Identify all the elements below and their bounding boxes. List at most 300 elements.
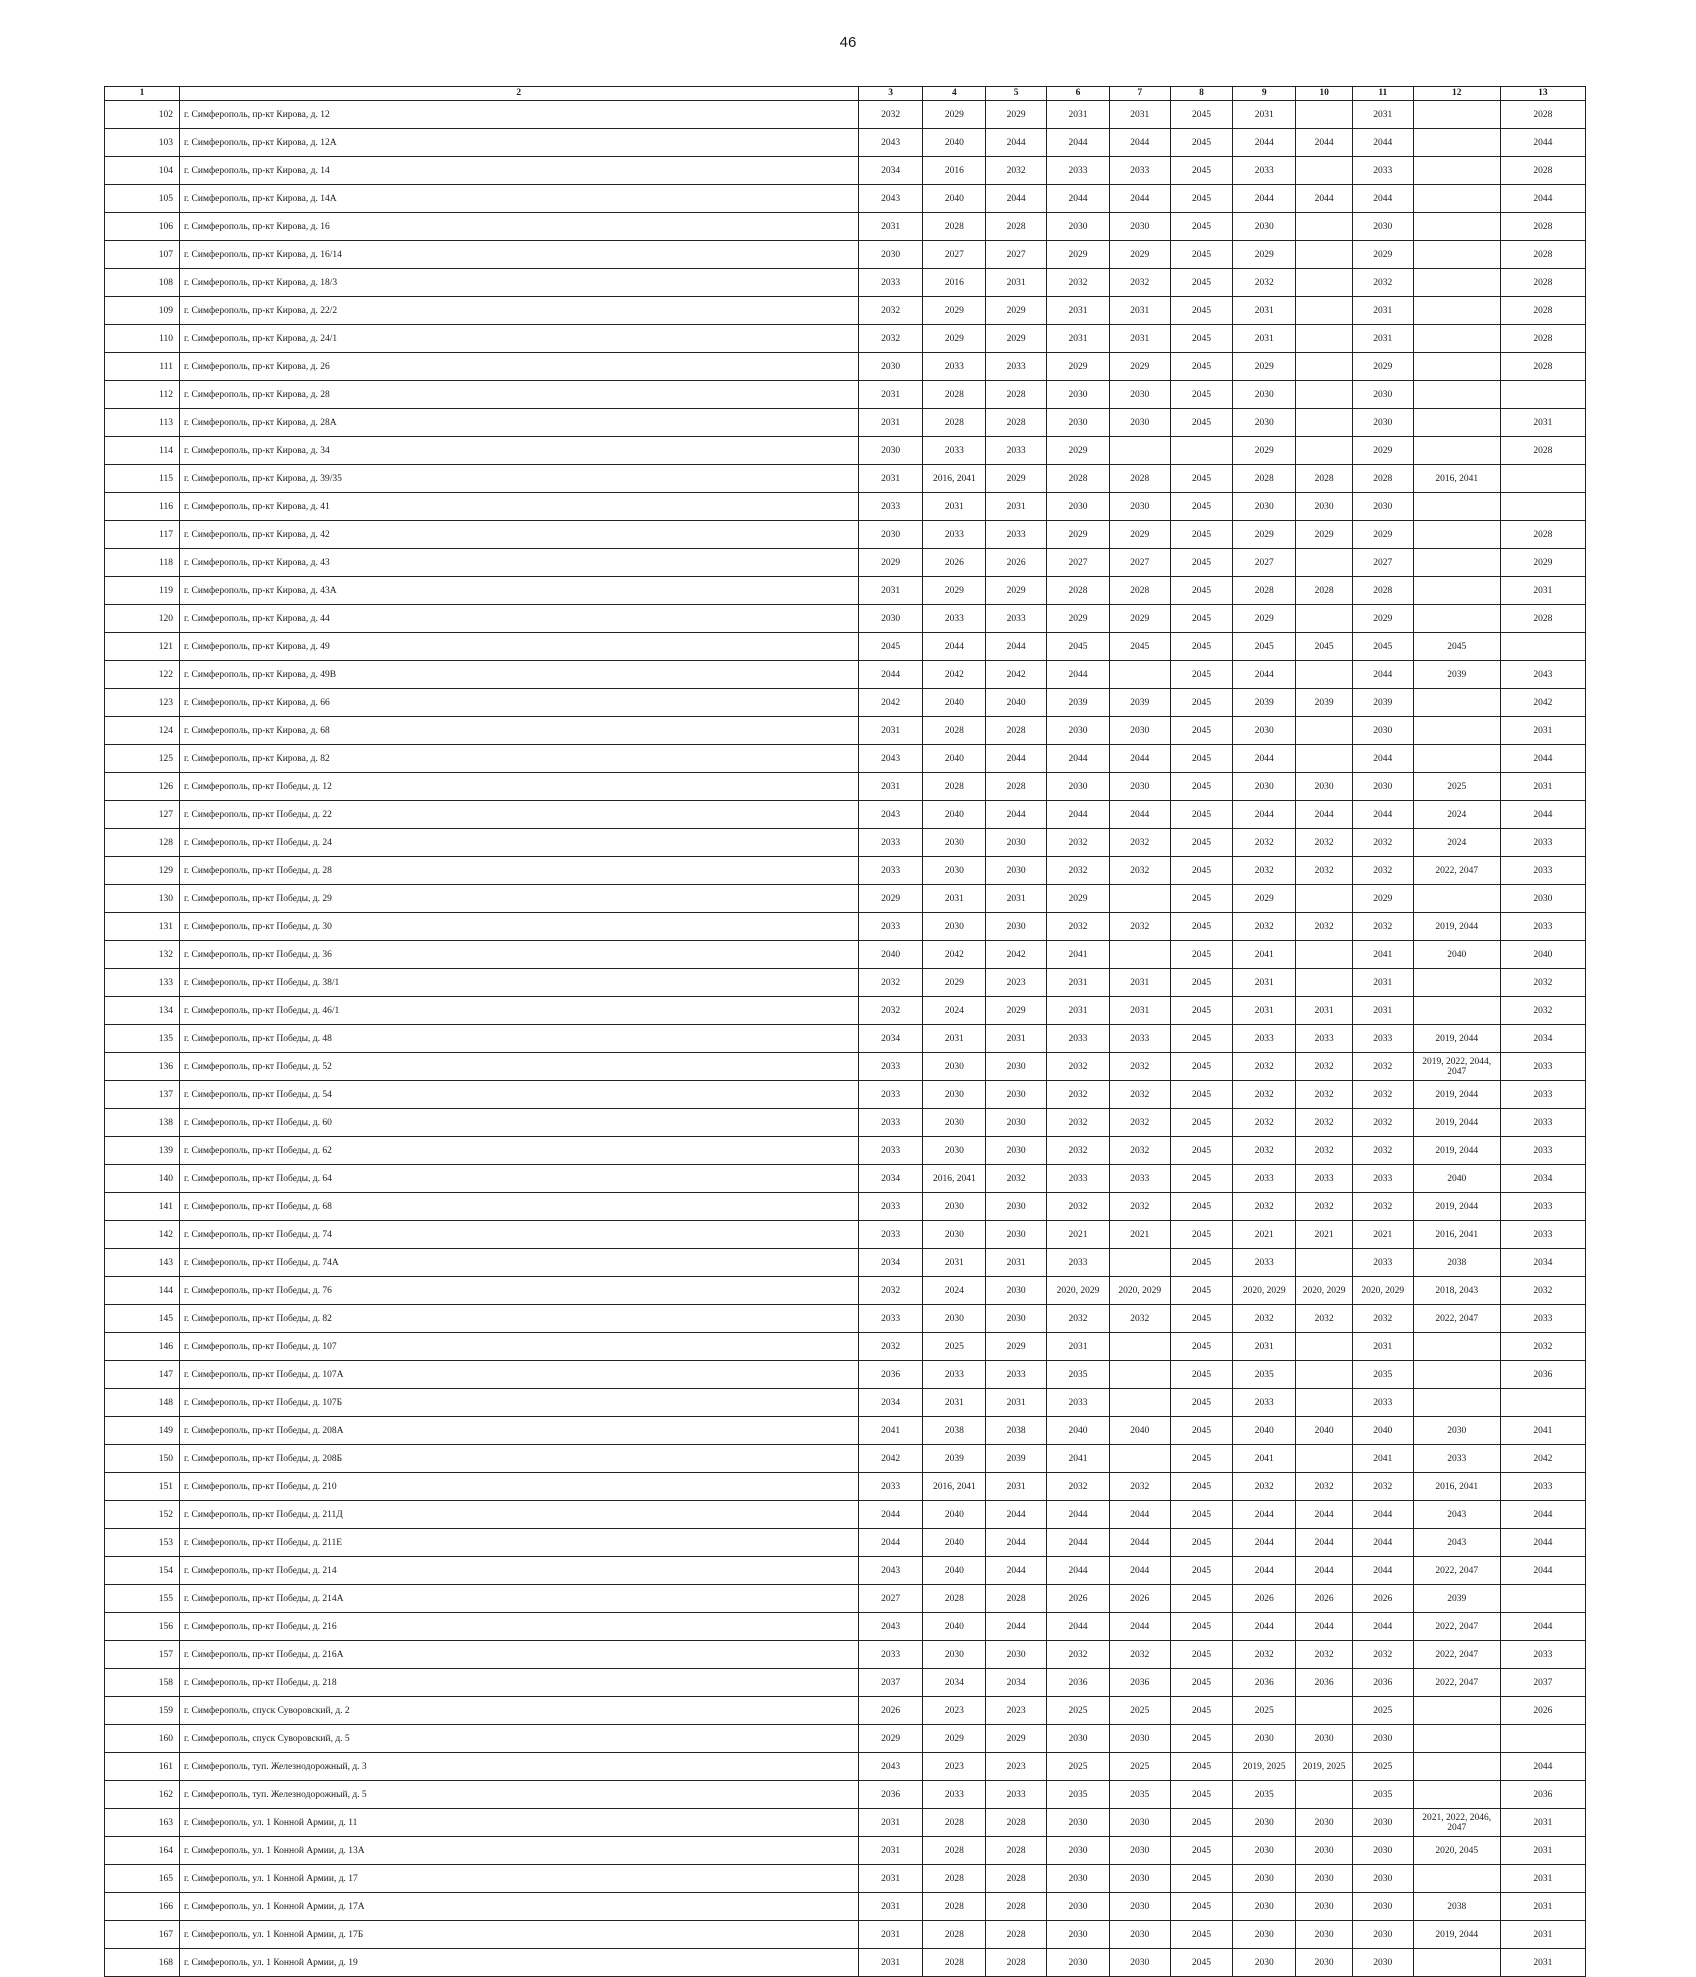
year-cell: 2044 — [986, 801, 1047, 829]
year-cell: 2033 — [1296, 1165, 1353, 1193]
year-cell: 2044 — [1233, 1501, 1296, 1529]
year-cell: 2031 — [1047, 325, 1110, 353]
address-cell: г. Симферополь, туп. Железнодорожный, д. 5 — [179, 1781, 858, 1809]
year-cell: 2032 — [1296, 1305, 1353, 1333]
year-cell: 2040 — [1413, 941, 1500, 969]
table-row — [105, 801, 1586, 829]
year-cell: 2028 — [923, 1837, 986, 1865]
year-cell: 2033 — [986, 1361, 1047, 1389]
year-cell: 2045 — [1170, 829, 1233, 857]
year-cell: 2030 — [986, 829, 1047, 857]
table-row — [105, 1081, 1586, 1109]
year-cell: 2044 — [986, 1529, 1047, 1557]
column-header-3: 3 — [858, 87, 923, 101]
year-cell: 2032 — [1233, 913, 1296, 941]
table-row — [105, 297, 1586, 325]
year-cell: 2020, 2029 — [1047, 1277, 1110, 1305]
address-cell: г. Симферополь, пр-кт Победы, д. 28 — [179, 857, 858, 885]
year-cell: 2042 — [986, 941, 1047, 969]
year-cell: 2028 — [1296, 577, 1353, 605]
year-cell: 2044 — [1296, 1613, 1353, 1641]
year-cell: 2033 — [923, 1781, 986, 1809]
year-cell: 2045 — [1170, 633, 1233, 661]
year-cell: 2045 — [1170, 941, 1233, 969]
year-cell: 2022, 2047 — [1413, 1305, 1500, 1333]
year-cell: 2045 — [1170, 213, 1233, 241]
year-cell: 2027 — [986, 241, 1047, 269]
year-cell: 2030 — [1109, 1949, 1170, 1977]
year-cell: 2035 — [1352, 1361, 1413, 1389]
year-cell: 2044 — [1047, 185, 1110, 213]
row-number: 130 — [105, 885, 180, 913]
year-cell — [1413, 185, 1500, 213]
year-cell: 2019, 2022, 2044, 2047 — [1413, 1053, 1500, 1081]
year-cell: 2044 — [1109, 745, 1170, 773]
table-row — [105, 465, 1586, 493]
year-cell: 2030 — [1109, 213, 1170, 241]
year-cell: 2032 — [1296, 829, 1353, 857]
year-cell: 2033 — [1413, 1445, 1500, 1473]
column-header-6: 6 — [1047, 87, 1110, 101]
year-cell: 2019, 2025 — [1233, 1753, 1296, 1781]
table-row — [105, 381, 1586, 409]
table-row — [105, 1025, 1586, 1053]
year-cell — [1296, 549, 1353, 577]
address-cell: г. Симферополь, пр-кт Победы, д. 64 — [179, 1165, 858, 1193]
year-cell: 2036 — [1233, 1669, 1296, 1697]
year-cell: 2045 — [1170, 1445, 1233, 1473]
year-cell: 2030 — [1047, 1949, 1110, 1977]
year-cell: 2032 — [858, 1277, 923, 1305]
year-cell: 2030 — [1109, 493, 1170, 521]
year-cell: 2040 — [923, 129, 986, 157]
year-cell: 2030 — [1109, 773, 1170, 801]
year-cell: 2038 — [923, 1417, 986, 1445]
year-cell: 2016, 2041 — [1413, 1221, 1500, 1249]
address-cell: г. Симферополь, ул. 1 Конной Армии, д. 11 — [179, 1809, 858, 1837]
year-cell: 2045 — [1170, 1109, 1233, 1137]
row-number: 137 — [105, 1081, 180, 1109]
year-cell: 2031 — [1500, 1921, 1585, 1949]
table-row — [105, 1305, 1586, 1333]
year-cell: 2030 — [1352, 1893, 1413, 1921]
table-row — [105, 1389, 1586, 1417]
address-cell: г. Симферополь, пр-кт Победы, д. 208А — [179, 1417, 858, 1445]
year-cell: 2043 — [858, 801, 923, 829]
year-cell: 2030 — [923, 1081, 986, 1109]
year-cell: 2045 — [1170, 1613, 1233, 1641]
year-cell: 2029 — [1352, 437, 1413, 465]
year-cell: 2031 — [858, 773, 923, 801]
year-cell: 2033 — [858, 1641, 923, 1669]
year-cell: 2026 — [1233, 1585, 1296, 1613]
year-cell — [1296, 605, 1353, 633]
year-cell — [1413, 1725, 1500, 1753]
address-cell: г. Симферополь, пр-кт Победы, д. 76 — [179, 1277, 858, 1305]
year-cell — [1109, 1249, 1170, 1277]
year-cell: 2032 — [1233, 1473, 1296, 1501]
year-cell: 2030 — [1109, 1865, 1170, 1893]
year-cell: 2030 — [1109, 1725, 1170, 1753]
year-cell: 2025 — [1109, 1697, 1170, 1725]
year-cell: 2029 — [858, 1725, 923, 1753]
year-cell — [1413, 325, 1500, 353]
year-cell: 2031 — [858, 1921, 923, 1949]
year-cell: 2044 — [1352, 1501, 1413, 1529]
year-cell: 2033 — [1352, 1249, 1413, 1277]
year-cell: 2044 — [986, 129, 1047, 157]
year-cell: 2044 — [1233, 1557, 1296, 1585]
year-cell: 2033 — [1233, 157, 1296, 185]
year-cell: 2045 — [1170, 1305, 1233, 1333]
year-cell: 2044 — [1296, 129, 1353, 157]
year-cell — [1296, 1445, 1353, 1473]
year-cell: 2031 — [986, 1473, 1047, 1501]
year-cell: 2021 — [1047, 1221, 1110, 1249]
table-row — [105, 1557, 1586, 1585]
table-row — [105, 913, 1586, 941]
year-cell: 2031 — [858, 1865, 923, 1893]
row-number: 154 — [105, 1557, 180, 1585]
year-cell — [1413, 885, 1500, 913]
year-cell: 2038 — [1413, 1249, 1500, 1277]
row-number: 113 — [105, 409, 180, 437]
year-cell: 2030 — [1233, 409, 1296, 437]
year-cell: 2030 — [1233, 1725, 1296, 1753]
year-cell: 2032 — [1500, 969, 1585, 997]
table-row — [105, 1529, 1586, 1557]
year-cell: 2030 — [1109, 1921, 1170, 1949]
year-cell — [1296, 941, 1353, 969]
row-number: 142 — [105, 1221, 180, 1249]
year-cell: 2034 — [923, 1669, 986, 1697]
year-cell: 2018, 2043 — [1413, 1277, 1500, 1305]
year-cell — [1413, 213, 1500, 241]
year-cell: 2028 — [1500, 297, 1585, 325]
year-cell: 2033 — [858, 857, 923, 885]
address-cell: г. Симферополь, пр-кт Кирова, д. 26 — [179, 353, 858, 381]
year-cell: 2030 — [986, 1053, 1047, 1081]
year-cell: 2045 — [1170, 1697, 1233, 1725]
year-cell: 2045 — [1233, 633, 1296, 661]
table-row — [105, 1445, 1586, 1473]
year-cell: 2026 — [923, 549, 986, 577]
year-cell: 2026 — [1500, 1697, 1585, 1725]
address-cell: г. Симферополь, пр-кт Победы, д. 107Б — [179, 1389, 858, 1417]
year-cell: 2030 — [986, 1305, 1047, 1333]
year-cell: 2042 — [1500, 1445, 1585, 1473]
year-cell: 2041 — [1352, 1445, 1413, 1473]
year-cell: 2044 — [986, 1557, 1047, 1585]
year-cell: 2028 — [986, 1865, 1047, 1893]
address-cell: г. Симферополь, пр-кт Кирова, д. 41 — [179, 493, 858, 521]
year-cell: 2028 — [923, 213, 986, 241]
year-cell: 2040 — [1413, 1165, 1500, 1193]
address-cell: г. Симферополь, пр-кт Кирова, д. 28 — [179, 381, 858, 409]
year-cell: 2036 — [1296, 1669, 1353, 1697]
year-cell: 2044 — [1352, 1529, 1413, 1557]
address-cell: г. Симферополь, пр-кт Победы, д. 211Д — [179, 1501, 858, 1529]
year-cell: 2045 — [1170, 521, 1233, 549]
table-row — [105, 1473, 1586, 1501]
row-number: 163 — [105, 1809, 180, 1837]
year-cell: 2029 — [1233, 353, 1296, 381]
year-cell: 2030 — [1047, 381, 1110, 409]
year-cell: 2035 — [1233, 1361, 1296, 1389]
year-cell: 2029 — [923, 101, 986, 129]
year-cell: 2032 — [1047, 829, 1110, 857]
row-number: 165 — [105, 1865, 180, 1893]
year-cell: 2025 — [1352, 1753, 1413, 1781]
year-cell: 2032 — [1233, 1053, 1296, 1081]
year-cell: 2040 — [923, 185, 986, 213]
year-cell: 2044 — [986, 1613, 1047, 1641]
year-cell: 2040 — [1296, 1417, 1353, 1445]
year-cell: 2039 — [986, 1445, 1047, 1473]
year-cell: 2036 — [1109, 1669, 1170, 1697]
year-cell — [1109, 1333, 1170, 1361]
year-cell: 2040 — [923, 1529, 986, 1557]
address-cell: г. Симферополь, пр-кт Победы, д. 214 — [179, 1557, 858, 1585]
year-cell — [1413, 269, 1500, 297]
address-cell: г. Симферополь, пр-кт Кирова, д. 16/14 — [179, 241, 858, 269]
year-cell: 2032 — [1047, 1081, 1110, 1109]
year-cell: 2028 — [923, 717, 986, 745]
year-cell — [1413, 1781, 1500, 1809]
year-cell: 2044 — [1352, 129, 1413, 157]
year-cell: 2044 — [1233, 129, 1296, 157]
year-cell — [1296, 409, 1353, 437]
year-cell: 2016 — [923, 269, 986, 297]
year-cell: 2027 — [1109, 549, 1170, 577]
year-cell: 2033 — [858, 1109, 923, 1137]
year-cell: 2030 — [1500, 885, 1585, 913]
year-cell: 2032 — [1296, 913, 1353, 941]
year-cell: 2033 — [1500, 1109, 1585, 1137]
year-cell — [1296, 1361, 1353, 1389]
year-cell: 2029 — [1047, 437, 1110, 465]
year-cell: 2028 — [1500, 213, 1585, 241]
year-cell — [1109, 885, 1170, 913]
year-cell: 2041 — [858, 1417, 923, 1445]
year-cell: 2044 — [1047, 661, 1110, 689]
year-cell: 2032 — [1296, 857, 1353, 885]
year-cell: 2045 — [1170, 1585, 1233, 1613]
year-cell: 2023 — [986, 1753, 1047, 1781]
address-cell: г. Симферополь, пр-кт Победы, д. 218 — [179, 1669, 858, 1697]
year-cell: 2030 — [923, 1641, 986, 1669]
year-cell: 2032 — [986, 1165, 1047, 1193]
year-cell: 2020, 2045 — [1413, 1837, 1500, 1865]
year-cell: 2035 — [1047, 1781, 1110, 1809]
year-cell: 2033 — [1047, 1389, 1110, 1417]
address-cell: г. Симферополь, пр-кт Кирова, д. 14 — [179, 157, 858, 185]
year-cell: 2032 — [1109, 1137, 1170, 1165]
year-cell — [1413, 549, 1500, 577]
row-number: 103 — [105, 129, 180, 157]
year-cell: 2028 — [1352, 577, 1413, 605]
year-cell: 2045 — [1170, 297, 1233, 325]
year-cell: 2034 — [986, 1669, 1047, 1697]
year-cell: 2032 — [1047, 1305, 1110, 1333]
year-cell: 2028 — [986, 717, 1047, 745]
address-cell: г. Симферополь, пр-кт Победы, д. 48 — [179, 1025, 858, 1053]
year-cell: 2042 — [858, 689, 923, 717]
table-row — [105, 577, 1586, 605]
year-cell: 2033 — [923, 1361, 986, 1389]
year-cell: 2028 — [923, 1949, 986, 1977]
column-header-10: 10 — [1296, 87, 1353, 101]
year-cell: 2030 — [1352, 1865, 1413, 1893]
table-row — [105, 325, 1586, 353]
year-cell: 2033 — [1500, 913, 1585, 941]
year-cell — [1296, 885, 1353, 913]
year-cell: 2031 — [1109, 325, 1170, 353]
year-cell: 2043 — [1413, 1501, 1500, 1529]
year-cell — [1413, 997, 1500, 1025]
year-cell: 2030 — [1233, 381, 1296, 409]
row-number: 120 — [105, 605, 180, 633]
address-cell: г. Симферополь, пр-кт Кирова, д. 66 — [179, 689, 858, 717]
address-cell: г. Симферополь, пр-кт Победы, д. 46/1 — [179, 997, 858, 1025]
year-cell: 2030 — [986, 1137, 1047, 1165]
table-row — [105, 1893, 1586, 1921]
year-cell: 2030 — [1233, 773, 1296, 801]
address-cell: г. Симферополь, пр-кт Кирова, д. 43А — [179, 577, 858, 605]
year-cell: 2044 — [1500, 1501, 1585, 1529]
year-cell — [1296, 745, 1353, 773]
year-cell: 2042 — [923, 661, 986, 689]
year-cell: 2019, 2044 — [1413, 1921, 1500, 1949]
column-header-12: 12 — [1413, 87, 1500, 101]
year-cell: 2039 — [1109, 689, 1170, 717]
year-cell: 2033 — [1500, 1081, 1585, 1109]
year-cell: 2030 — [986, 857, 1047, 885]
table-row — [105, 1417, 1586, 1445]
address-cell: г. Симферополь, пр-кт Победы, д. 36 — [179, 941, 858, 969]
address-cell: г. Симферополь, ул. 1 Конной Армии, д. 19 — [179, 1949, 858, 1977]
year-cell: 2032 — [1500, 997, 1585, 1025]
year-cell: 2032 — [858, 969, 923, 997]
year-cell: 2029 — [1233, 241, 1296, 269]
year-cell: 2032 — [1047, 1137, 1110, 1165]
year-cell: 2043 — [858, 1613, 923, 1641]
year-cell: 2035 — [1047, 1361, 1110, 1389]
year-cell — [1296, 157, 1353, 185]
year-cell: 2022, 2047 — [1413, 1557, 1500, 1585]
year-cell: 2029 — [1109, 521, 1170, 549]
year-cell: 2024 — [1413, 829, 1500, 857]
year-cell: 2033 — [1500, 1193, 1585, 1221]
year-cell: 2021 — [1233, 1221, 1296, 1249]
year-cell: 2020, 2029 — [1109, 1277, 1170, 1305]
table-row — [105, 157, 1586, 185]
year-cell: 2030 — [1296, 493, 1353, 521]
year-cell: 2045 — [1170, 661, 1233, 689]
year-cell: 2044 — [858, 1529, 923, 1557]
address-cell: г. Симферополь, пр-кт Победы, д. 107 — [179, 1333, 858, 1361]
year-cell — [1296, 213, 1353, 241]
address-cell: г. Симферополь, пр-кт Кирова, д. 82 — [179, 745, 858, 773]
row-number: 132 — [105, 941, 180, 969]
year-cell: 2030 — [986, 1193, 1047, 1221]
year-cell: 2033 — [1109, 1165, 1170, 1193]
year-cell: 2045 — [1170, 1333, 1233, 1361]
year-cell — [1413, 157, 1500, 185]
address-cell: г. Симферополь, спуск Суворовский, д. 5 — [179, 1725, 858, 1753]
year-cell: 2044 — [1047, 1613, 1110, 1641]
year-cell: 2032 — [1296, 1081, 1353, 1109]
year-cell: 2045 — [1109, 633, 1170, 661]
year-cell: 2033 — [1109, 1025, 1170, 1053]
year-cell: 2022, 2047 — [1413, 857, 1500, 885]
year-cell — [1413, 297, 1500, 325]
year-cell: 2026 — [1109, 1585, 1170, 1613]
year-cell: 2021 — [1109, 1221, 1170, 1249]
column-header-7: 7 — [1109, 87, 1170, 101]
year-cell: 2027 — [1047, 549, 1110, 577]
year-cell: 2033 — [923, 605, 986, 633]
year-cell: 2044 — [1233, 801, 1296, 829]
year-cell: 2032 — [1109, 913, 1170, 941]
year-cell: 2032 — [1109, 857, 1170, 885]
year-cell: 2030 — [1296, 1893, 1353, 1921]
table-row — [105, 409, 1586, 437]
year-cell: 2023 — [923, 1753, 986, 1781]
year-cell: 2039 — [1047, 689, 1110, 717]
row-number: 104 — [105, 157, 180, 185]
year-cell — [1413, 437, 1500, 465]
year-cell: 2044 — [1352, 1557, 1413, 1585]
year-cell: 2029 — [1233, 521, 1296, 549]
year-cell: 2031 — [1047, 1333, 1110, 1361]
year-cell: 2042 — [986, 661, 1047, 689]
year-cell: 2032 — [858, 997, 923, 1025]
row-number: 166 — [105, 1893, 180, 1921]
year-cell: 2026 — [1352, 1585, 1413, 1613]
year-cell: 2028 — [1047, 577, 1110, 605]
table-row — [105, 661, 1586, 689]
year-cell: 2045 — [1170, 1809, 1233, 1837]
table-row — [105, 1781, 1586, 1809]
year-cell: 2031 — [1352, 297, 1413, 325]
year-cell: 2045 — [1170, 157, 1233, 185]
year-cell: 2030 — [923, 913, 986, 941]
year-cell: 2031 — [923, 885, 986, 913]
row-number: 133 — [105, 969, 180, 997]
year-cell — [1413, 1949, 1500, 1977]
row-number: 158 — [105, 1669, 180, 1697]
address-cell: г. Симферополь, пр-кт Кирова, д. 12 — [179, 101, 858, 129]
address-cell: г. Симферополь, пр-кт Кирова, д. 68 — [179, 717, 858, 745]
year-cell: 2019, 2044 — [1413, 913, 1500, 941]
year-cell — [1500, 1585, 1585, 1613]
year-cell: 2045 — [1170, 997, 1233, 1025]
year-cell: 2031 — [1109, 969, 1170, 997]
year-cell: 2039 — [1413, 1585, 1500, 1613]
year-cell: 2044 — [986, 745, 1047, 773]
year-cell: 2030 — [986, 1221, 1047, 1249]
year-cell — [1413, 689, 1500, 717]
year-cell: 2028 — [1233, 577, 1296, 605]
address-cell: г. Симферополь, пр-кт Кирова, д. 43 — [179, 549, 858, 577]
year-cell: 2031 — [1500, 409, 1585, 437]
column-header-9: 9 — [1233, 87, 1296, 101]
year-cell: 2045 — [1170, 1921, 1233, 1949]
year-cell: 2030 — [986, 1081, 1047, 1109]
year-cell: 2025 — [1352, 1697, 1413, 1725]
year-cell: 2045 — [1170, 325, 1233, 353]
